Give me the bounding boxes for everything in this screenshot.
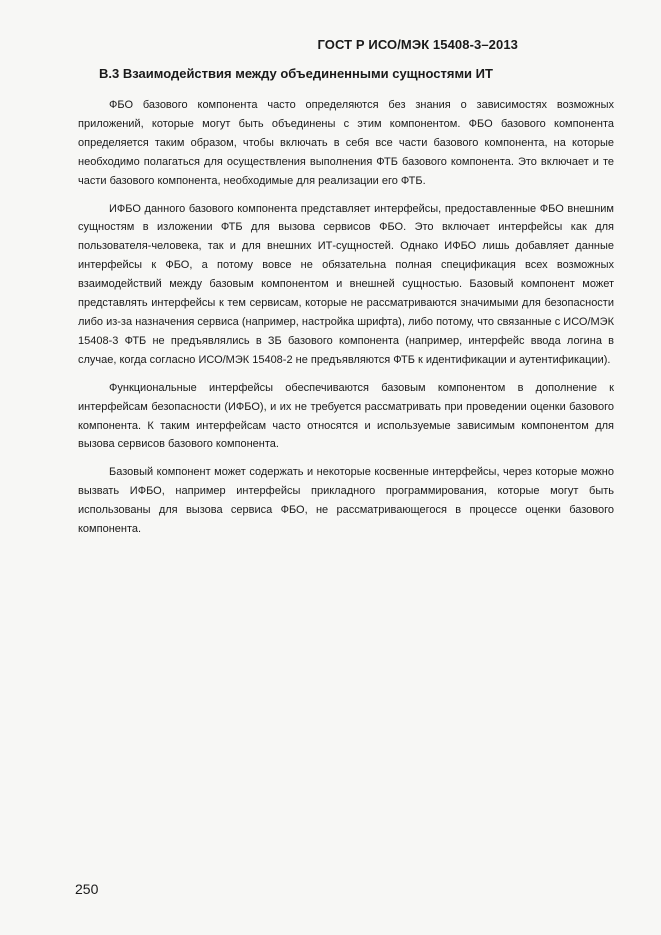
paragraph: ИФБО данного базового компонента представляет интерфейсы, предоставленные ФБО внешним сущностям в изложении ФТБ для вызова сервисов ФБО. Это включает интерфейсы как для пользователя-человека, так и для внешних ИТ-сущностей. Однако ИФБО лишь добавляет данные интерфейсы к ФБО, а потому вовсе не обязательна полная спецификация всех возможных взаимодействий между базовым компонентом и внешней сущностью. Базовый компонент может представлять интерфейсы к тем сервисам, которые не рассматриваются значимыми для безопасности либо из-за назначения сервиса (например, настройка шрифта), либо потому, что связанные с ИСО/МЭК 15408-3 ФТБ не предъявлялись в ЗБ базового компонента (например, интерфейс ввода логина в случае, когда согласно ИСО/МЭК 15408-2 не предъявляются ФТБ к идентификации и аутентификации). bbox=[78, 202, 614, 366]
paragraph: Функциональные интерфейсы обеспечиваются базовым компонентом в дополнение к интерфейсам безопасности (ИФБО), и их не требуется рассматривать при проведении оценки базового компонента. К таким интерфейсам часто относятся и используемые зависимым компонентом для вызова сервисов базового компонента. bbox=[78, 381, 614, 451]
page-number: 250 bbox=[75, 881, 99, 897]
section-title: В.3 Взаимодействия между объединенными сущностями ИТ bbox=[99, 66, 493, 81]
paragraph: Базовый компонент может содержать и некоторые косвенные интерфейсы, через которые можно вызвать ИФБО, например интерфейсы прикладного программирования, которые могут быть использованы для вызова сервиса ФБО, не рассматривающегося в процессе оценки базового компонента. bbox=[78, 466, 614, 536]
body-text bbox=[78, 96, 614, 548]
document-header-code: ГОСТ Р ИСО/МЭК 15408-3–2013 bbox=[317, 37, 518, 52]
paragraph: ФБО базового компонента часто определяются без знания о зависимостях возможных приложений, которые могут быть объединены с этим компонентом. ФБО базового компонента определяется таким образом, чтобы включать в себя все части базового компонента, на которые необходимо полагаться для осуществления выполнения ФТБ базового компонента. Это включает и те части базового компонента, необходимые для реализации его ФТБ. bbox=[78, 99, 614, 187]
